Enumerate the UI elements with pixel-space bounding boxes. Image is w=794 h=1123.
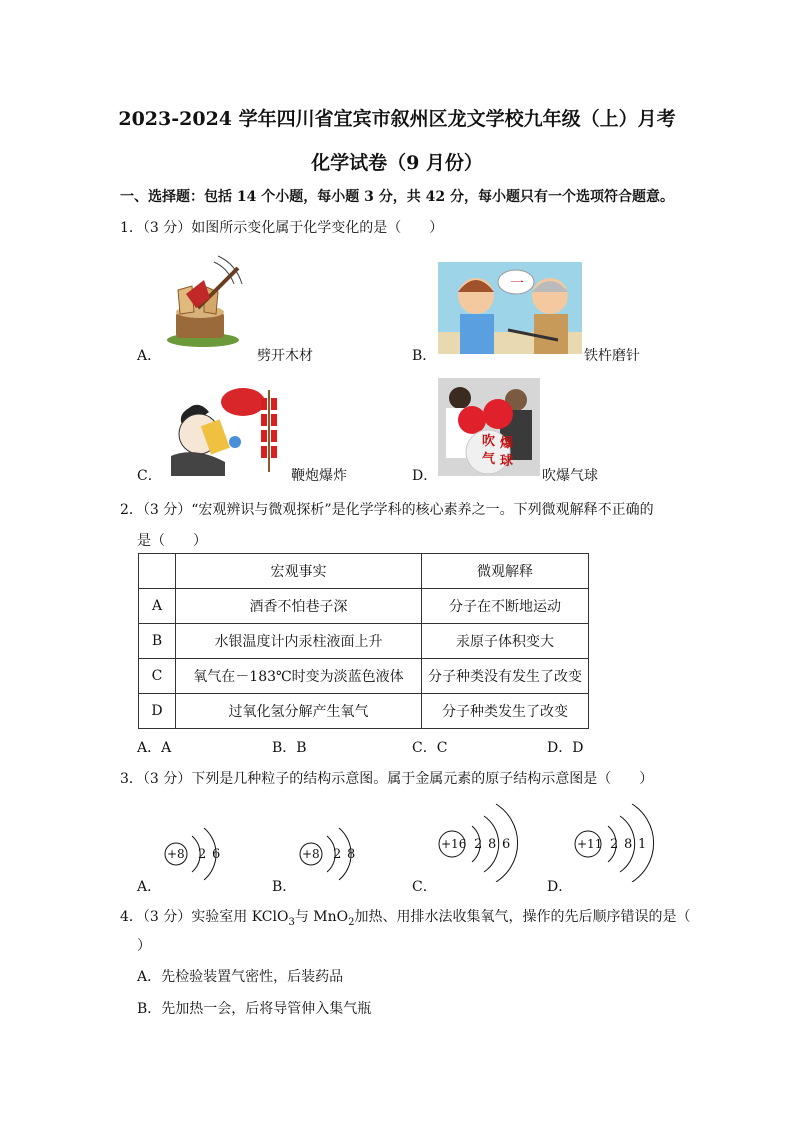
balloon-text-d: 球 [500,454,514,469]
table-header-cell: 宏观事实 [176,554,422,589]
shell-electrons: 2 [610,837,619,852]
q1-stem: 1．（3 分）如图所示变化属于化学变化的是（ ） [120,220,444,236]
firecracker-image [165,386,291,476]
q4-stem [120,906,691,928]
table-cell: 汞原子体积变大 [422,624,589,659]
page-title-line1: 2023-2024 学年四川省宜宾市叙州区龙文学校九年级（上）月考 [118,108,676,130]
q3-option-d-letter: D． [547,879,573,895]
shell-electrons: 6 [502,837,511,852]
nucleus-charge: +8 [302,847,320,861]
q4-stem-sub2: 2 [348,916,355,928]
balloon-text-a: 吹 [482,434,496,449]
q3-option-b-letter: B． [272,879,297,895]
q2-stem-line1: 2．（3 分）“宏观辨识与微观探析”是化学学科的核心素养之一。下列微观解释不正确的 [120,502,654,518]
section-heading: 一、选择题：包括 14 个小题，每小题 3 分，共 42 分，每小题只有一个选项符合题意。 [120,189,674,205]
q4-stem-line2: ） [137,938,151,954]
q1-option-b-caption: 铁杵磨针 [584,348,640,364]
q3-option-c-letter: C． [412,879,437,895]
page-title-line2: 化学试卷（9 月份） [311,152,483,174]
q3-stem: 3．（3 分）下列是几种粒子的结构示意图。属于金属元素的原子结构示意图是（ ） [120,771,654,787]
q1-option-c-letter: C． [137,468,162,484]
chopping-wood-image [158,250,248,352]
nucleus-charge: +16 [441,837,467,851]
q4-stem-mid: 与 MnO [294,909,349,925]
table-cell: 分子种类没有发生了改变 [422,659,589,694]
q1-option-a-caption: 劈开木材 [257,348,313,364]
table-row [139,624,589,659]
grinding-rod-image [438,262,582,354]
shell-electrons: 1 [638,837,647,852]
shell-electrons: 6 [212,847,221,862]
q2-table [138,553,589,729]
q2-answer-d: D．D [547,740,584,756]
balloon-text-c: 气 [482,452,496,467]
table-cell: 分子种类发生了改变 [422,694,589,729]
atom-diagram-b [297,816,367,886]
q4-stem-pre: 4．（3 分）实验室用 KClO [120,909,289,925]
q4-stem-sub1: 3 [288,916,295,928]
shell-electrons: 8 [624,837,633,852]
q1-option-b-letter: B． [412,348,437,364]
table-header-cell [139,554,176,589]
q2-stem-line2: 是（ ） [137,533,207,549]
atom-diagram-c [436,796,526,882]
q4-option-a: A．先检验装置气密性，后装药品 [137,969,344,985]
table-cell: 分子在不断地运动 [422,589,589,624]
q2-answer-a: A．A [137,740,172,756]
table-cell: D [139,694,176,729]
nucleus-charge: +8 [167,847,185,861]
atom-diagram-a [162,816,232,886]
table-cell: 酒香不怕巷子深 [176,589,422,624]
table-row [139,694,589,729]
q1-option-c-caption: 鞭炮爆炸 [291,468,347,484]
q4-option-b: B．先加热一会，后将导管伸入集气瓶 [137,1001,372,1017]
table-cell: B [139,624,176,659]
svg-text:一: 一 [510,276,524,292]
balloon-image [438,378,540,476]
q3-option-a-letter: A． [137,879,162,895]
nucleus-charge: +11 [577,837,603,851]
q1-option-d-letter: D． [412,468,438,484]
shell-electrons: 2 [333,847,342,862]
shell-electrons: 8 [488,837,497,852]
table-cell: A [139,589,176,624]
table-cell: 氧气在－183℃时变为淡蓝色液体 [176,659,422,694]
table-cell: 水银温度计内汞柱液面上升 [176,624,422,659]
atom-diagram-d [572,796,662,882]
q2-answer-c: C．C [412,740,448,756]
table-header-row [139,554,589,589]
q2-answer-b: B．B [272,740,307,756]
table-header-cell: 微观解释 [422,554,589,589]
q1-option-a-letter: A． [137,348,162,364]
table-cell: 过氧化氢分解产生氧气 [176,694,422,729]
q4-stem-post: 加热、用排水法收集氧气，操作的先后顺序错误的是（ [354,909,691,925]
table-row [139,589,589,624]
balloon-text-b: 爆 [500,436,514,451]
table-row [139,659,589,694]
shell-electrons: 2 [198,847,207,862]
shell-electrons: 8 [347,847,356,862]
table-cell: C [139,659,176,694]
shell-electrons: 2 [474,837,483,852]
q1-option-d-caption: 吹爆气球 [542,468,598,484]
